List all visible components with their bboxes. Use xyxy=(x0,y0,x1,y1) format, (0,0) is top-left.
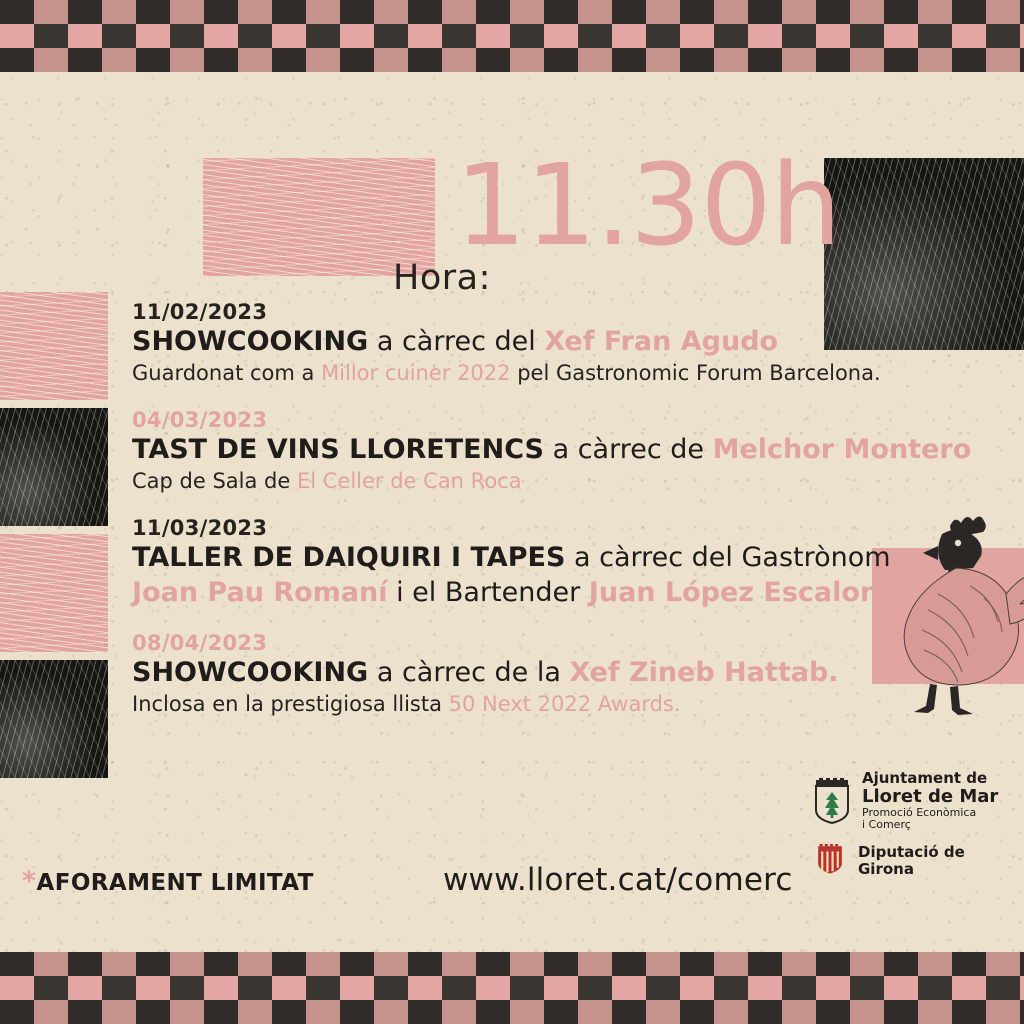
event-item xyxy=(132,300,922,386)
events-list xyxy=(132,300,972,739)
event-title xyxy=(132,326,922,358)
decorative-texture-block-pink-left-1 xyxy=(0,292,108,400)
event-title xyxy=(132,434,972,466)
text-fragment: a càrrec del Gastrònom xyxy=(565,542,891,574)
checker-row xyxy=(0,48,1024,72)
limited-capacity-text: AFORAMENT LIMITAT xyxy=(36,870,314,896)
text-fragment: DAIQUIRI I TAPES xyxy=(302,542,566,574)
limited-capacity-note xyxy=(22,866,314,897)
lloret-crest-icon xyxy=(812,778,852,824)
text-fragment: 50 Next 2022 Awards. xyxy=(448,692,681,717)
text-fragment: Juan López Escalona xyxy=(588,576,898,608)
text-fragment: a càrrec de xyxy=(543,434,713,466)
text-fragment: El Celler de Can Roca xyxy=(296,468,522,493)
text-fragment: Joan Pau Romaní xyxy=(132,576,388,608)
event-subtitle xyxy=(132,692,922,717)
checker-row xyxy=(0,976,1024,1000)
logo-line-2: Lloret de Mar xyxy=(862,785,999,807)
checker-row xyxy=(0,1000,1024,1024)
text-fragment: SHOWCOOKING xyxy=(132,657,369,689)
girona-logo-text xyxy=(858,844,1022,878)
logo-diputacio-de-girona xyxy=(812,844,1022,878)
event-date: 11/03/2023 xyxy=(132,516,268,541)
event-time-label: Hora: xyxy=(393,258,491,298)
text-fragment: pel Gastronomic Forum Barcelona. xyxy=(510,360,881,385)
text-fragment: Melchor Montero xyxy=(712,434,972,466)
checker-row xyxy=(0,952,1024,976)
checker-row xyxy=(0,24,1024,48)
event-subtitle xyxy=(132,577,922,609)
girona-crest-icon xyxy=(812,844,848,878)
checkered-border-bottom xyxy=(0,952,1024,1024)
asterisk-icon: * xyxy=(22,866,37,897)
event-time-value: 11.30h xyxy=(455,141,841,271)
text-fragment: TAST DE VINS LLORETENCS xyxy=(132,434,544,466)
event-item xyxy=(132,516,922,609)
logo-line-1: Diputació de Girona xyxy=(858,842,965,878)
decorative-texture-block-dark-left-1 xyxy=(0,408,108,526)
checkered-border-top xyxy=(0,0,1024,72)
event-date: 11/02/2023 xyxy=(132,300,268,324)
event-item xyxy=(132,631,922,717)
logo-lloret-de-mar xyxy=(812,770,1022,832)
event-title xyxy=(132,657,922,689)
lloret-logo-text xyxy=(862,770,998,832)
website-url[interactable]: www.lloret.cat/comerc xyxy=(443,862,793,898)
logo-line-4: i Comerç xyxy=(862,818,911,832)
logo-line-3: Promoció Econòmica xyxy=(862,805,977,819)
text-fragment: a càrrec del xyxy=(368,326,545,357)
text-fragment: i el Bartender xyxy=(387,576,589,608)
text-fragment: TALLER DE xyxy=(132,542,303,574)
text-fragment: Xef Zineb Hattab. xyxy=(569,657,839,689)
event-date: 04/03/2023 xyxy=(132,408,268,433)
logo-line-1: Ajuntament de xyxy=(862,769,988,787)
text-fragment: Guardonat com a xyxy=(132,360,322,385)
text-fragment: Millor cuiner 2022 xyxy=(321,360,511,385)
event-title xyxy=(132,542,922,574)
text-fragment: Cap de Sala de xyxy=(132,468,297,493)
event-date: 08/04/2023 xyxy=(132,631,268,656)
event-subtitle xyxy=(132,361,922,386)
text-fragment: a càrrec de la xyxy=(368,657,570,689)
event-item xyxy=(132,408,972,494)
checker-row xyxy=(0,0,1024,24)
text-fragment: SHOWCOOKING xyxy=(132,326,369,357)
text-fragment: Inclosa en la prestigiosa llista xyxy=(132,692,449,717)
text-fragment: Xef Fran Agudo xyxy=(544,326,779,357)
decorative-texture-block-pink-left-2 xyxy=(0,534,108,652)
decorative-texture-block-dark-left-2 xyxy=(0,660,108,778)
logos-block xyxy=(812,770,1022,890)
event-subtitle xyxy=(132,469,922,494)
